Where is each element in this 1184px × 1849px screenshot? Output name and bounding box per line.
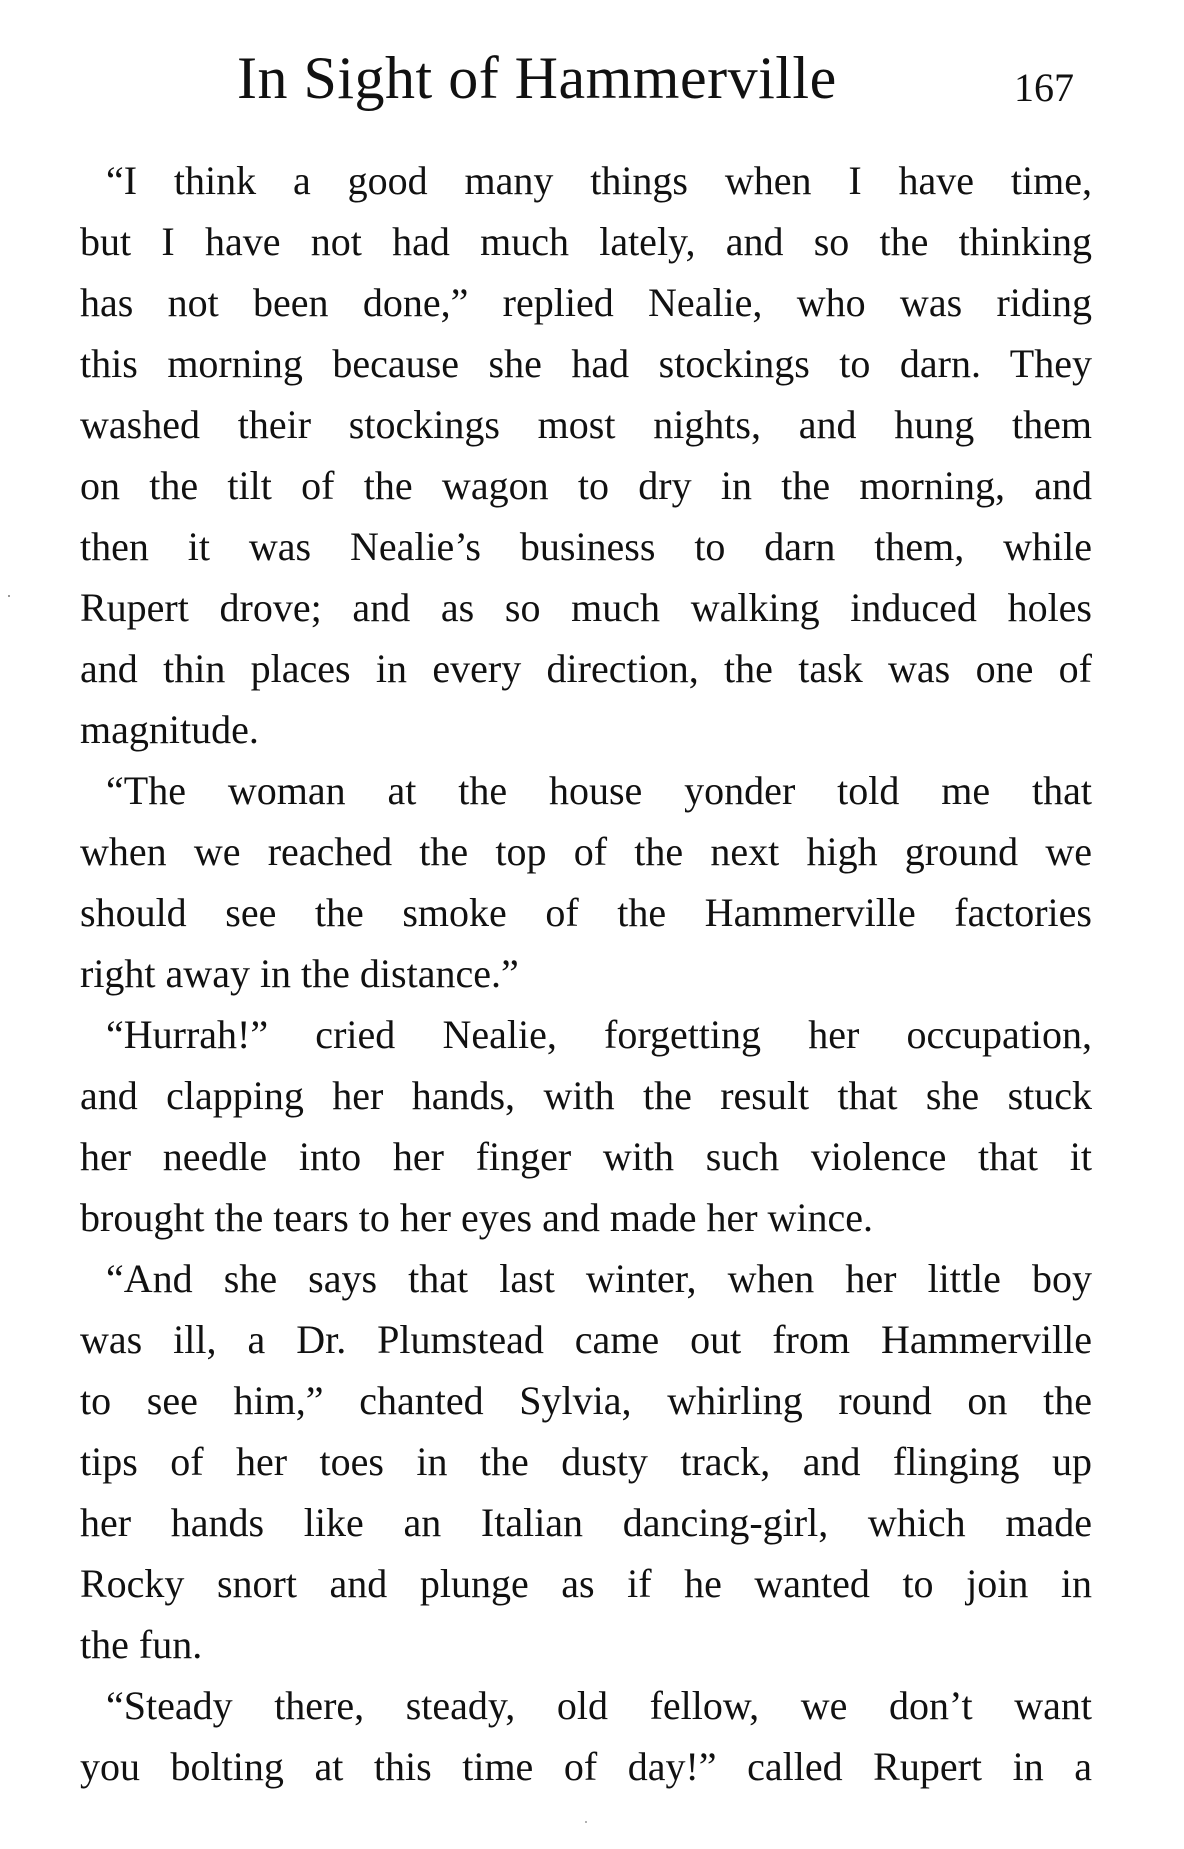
margin-speck <box>8 595 10 597</box>
text-line: and thin places in every direction, the task was one of <box>80 646 1092 691</box>
running-title: In Sight of Hammerville <box>237 45 837 111</box>
text-line: “Hurrah!” cried Nealie, forgetting her occupation, <box>106 1012 1092 1057</box>
running-head <box>0 38 1184 118</box>
text-line: brought the tears to her eyes and made her wince. <box>80 1195 874 1240</box>
foot-speck <box>585 1821 587 1823</box>
text-line: to see him,” chanted Sylvia, whirling round on the <box>80 1378 1092 1423</box>
text-line: washed their stockings most nights, and hung them <box>80 402 1092 447</box>
text-line: you bolting at this time of day!” called Rupert in a <box>80 1744 1092 1789</box>
text-line: her hands like an Italian dancing-girl, which made <box>80 1500 1092 1545</box>
text-line: but I have not had much lately, and so the thinking <box>80 219 1092 264</box>
text-line: when we reached the top of the next high ground we <box>80 829 1092 874</box>
text-line: “I think a good many things when I have time, <box>106 158 1092 203</box>
body-text <box>80 150 1092 1797</box>
text-line: her needle into her finger with such violence that it <box>80 1134 1092 1179</box>
text-line: “Steady there, steady, old fellow, we don’t want <box>106 1683 1092 1728</box>
text-line: on the tilt of the wagon to dry in the morning, and <box>80 463 1092 508</box>
text-line: and clapping her hands, with the result that she stuck <box>80 1073 1092 1118</box>
text-line: Rupert drove; and as so much walking induced holes <box>80 585 1092 630</box>
text-line: has not been done,” replied Nealie, who was riding <box>80 280 1092 325</box>
text-line: “And she says that last winter, when her little boy <box>106 1256 1092 1301</box>
text-line: right away in the distance.” <box>80 951 519 996</box>
text-line: magnitude. <box>80 707 259 752</box>
text-line: Rocky snort and plunge as if he wanted to join in <box>80 1561 1092 1606</box>
text-line: should see the smoke of the Hammerville factories <box>80 890 1092 935</box>
text-line: was ill, a Dr. Plumstead came out from Hammerville <box>80 1317 1092 1362</box>
text-line: this morning because she had stockings to darn. They <box>80 341 1092 386</box>
text-line: then it was Nealie’s business to darn them, while <box>80 524 1092 569</box>
text-line: “The woman at the house yonder told me that <box>106 768 1092 813</box>
text-line: the fun. <box>80 1622 203 1667</box>
text-line: tips of her toes in the dusty track, and flinging up <box>80 1439 1092 1484</box>
page-number: 167 <box>1014 65 1074 110</box>
